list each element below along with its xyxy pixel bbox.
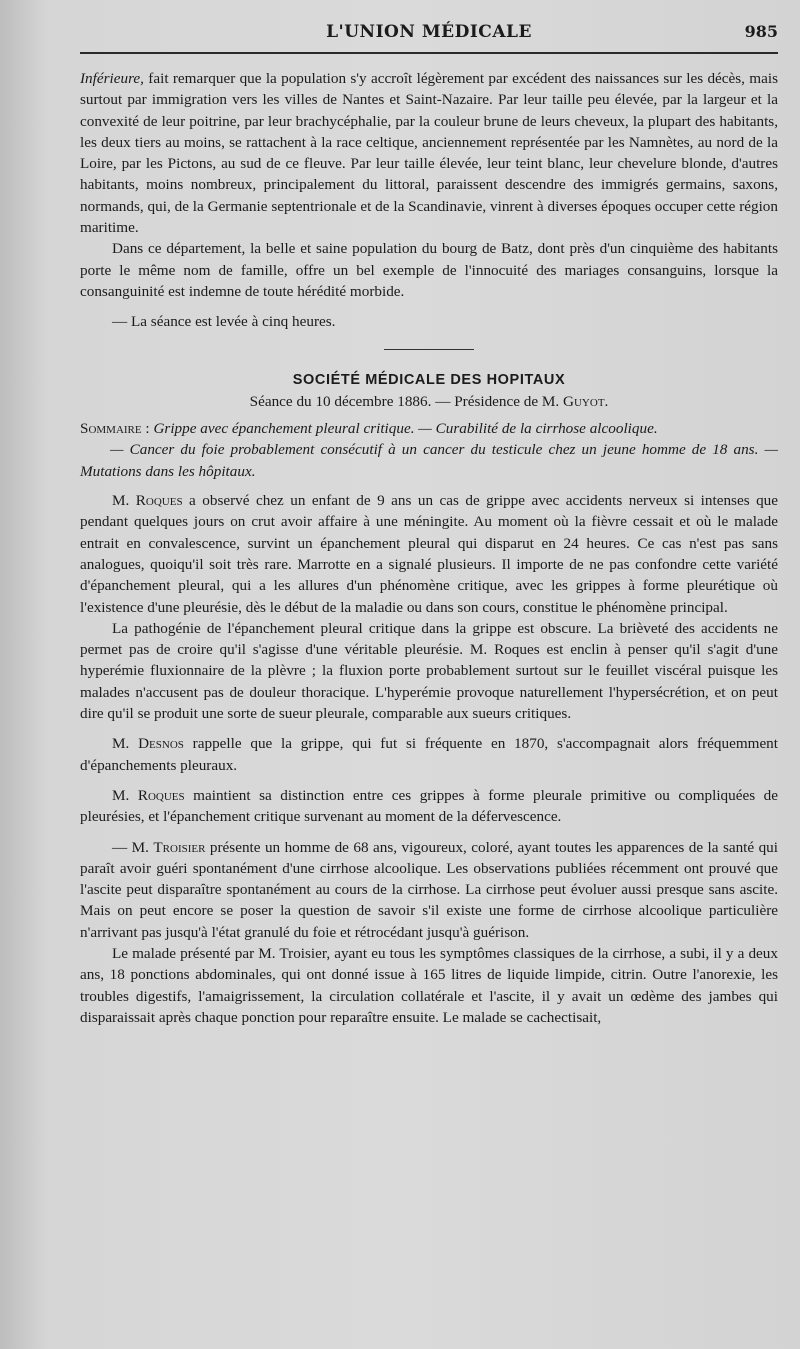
president-name: Guyot. (563, 392, 609, 410)
paragraph-batz: Dans ce département, la belle et saine population du bourg de Batz, dont près d'un cinquième des habitants porte le même nom de famille, offre un bel exemple de l'innocuité des mariages consanguins, lorsque la consanguinité est indemne de toute hérédité morbide. (80, 240, 778, 300)
paragraph-text: présente un homme de 68 ans, vigoureux, coloré, ayant toutes les apparences de la santé qui paraît avoir guéri spontanément d'une cirrhose alcoolique. Les observations publiées récemment ont prouvé que l'ascite peut disparaître spontanément au cours de la cirrhose. La cirrhose peut évoluer aussi presque sans ascite. Mais on peut encore se poser la question de savoir s'il existe une forme de cirrhose alcoolique particulière n'arrivant pas jusqu'à l'état granulé du foie et rétrocédant jusqu'à guérison. (80, 838, 778, 941)
paragraph-lead: Inférieure, (80, 70, 144, 87)
running-head (80, 22, 778, 54)
paragraph-text: maintient sa distinction entre ces grippes à forme pleurale primitive ou compliquées de pleurésies, et l'épanchement critique survenant au moment de la défervescence. (80, 786, 778, 826)
section-divider (384, 349, 474, 350)
journal-title: L'UNION MÉDICALE (326, 22, 532, 42)
article-text (80, 68, 778, 1028)
paragraph-pathogenie: La pathogénie de l'épanchement pleural critique dans la grippe est obscure. La brièveté des accidents ne permet pas de croire qu'il s'agisse d'une véritable pleurésie. M. Roques est enclin à penser qu'il s'agit d'une hyperémie fluxionnaire de la plèvre ; la fluxion porte probablement surtout sur le feuillet viscéral puisque les malades n'accusent pas de douleur thoracique. L'hyperémie provoque naturellement l'hypersécrétion, et on peut dire qu'il se produit une sorte de sueur pleurale, comparable aux sueurs critiques. (80, 619, 778, 723)
paragraph-text: a observé chez un enfant de 9 ans un cas de grippe avec accidents nerveux si intenses que pendant quelques jours on crut avoir affaire à une méningite. Au moment où la fièvre cessait et où le malade entrait en convalescence, survint un épanchement pleural qui disparut en 24 heures. Ce cas n'est pas sans analogues, quoiqu'il soit très rare. Marrotte en a signalé plusieurs. Il importe de ne pas confondre cette variété d'épanchement pleural, qui a les allures d'un phénomène critique, avec les grippes à forme pleurétique où l'existence d'une pleurésie, dès le début de la maladie ou dans son cours, constitue le phénomène principal. (80, 492, 779, 616)
paragraph-roques (80, 490, 778, 618)
paragraph-troisier (80, 837, 778, 943)
paragraph-text: fait remarquer que la population s'y accroît légèrement par excédent des naissances sur les décès, mais surtout par immigration vers les villes de Nantes et Saint-Nazaire. Par leur taille peu élevée, par la largeur et la convexité de leur poitrine, par leur brachycéphalie, par la couleur brune de leurs cheveux, la plupart des habitants, les deux tiers au moins, se rattachent à la race celtique, anciennement représentée par les Namnètes, au nord de la Loire, par les Pictons, au sud de ce fleuve. Par leur taille élevée, leur teint blanc, leur chevelure blonde, d'autres habitants, moins nombreux, principalement du littoral, paraissent descendre des immigrés germains, saxons, normands, qui, de la Germanie septentrionale et de la Scandinavie, vinrent à diverses époques occuper cette région maritime. (80, 70, 778, 237)
section-title: SOCIÉTÉ MÉDICALE DES HOPITAUX (292, 371, 566, 388)
summary-line-1: Grippe avec épanchement pleural critique. — Curabilité de la cirrhose alcoolique. (153, 420, 658, 438)
speaker-name: M. Roques (112, 786, 185, 804)
paragraph-malade: Le malade présenté par M. Troisier, ayant eu tous les symptômes classiques de la cirrhose, a subi, il y a deux ans, 18 ponctions abdominales, qui ont donné issue à 165 litres de liquide limpide, citrin. Outre l'anorexie, les troubles digestifs, l'amaigrissement, la circulation collatérale et l'ascite, il y avait un œdème des jambes qui disparaissait après chaque ponction pour reparaître ensuite. Le malade se cachectisait, (80, 944, 778, 1026)
session-date: Séance du 10 décembre 1886. — Présidence de M. (249, 392, 560, 410)
speaker-name: Troisier (153, 838, 206, 856)
paragraph-desnos (80, 733, 778, 776)
page-number: 985 (744, 22, 778, 41)
paragraph-roques-reply (80, 785, 778, 828)
session-line (80, 391, 778, 412)
paragraph-demography (80, 68, 778, 238)
paragraph-text: rappelle que la grippe, qui fut si fréquente en 1870, s'accompagnait alors fréquemment d'épanchements pleuraux. (80, 735, 778, 774)
speaker-name: M. Roques (112, 492, 183, 510)
summary-line-2: — Cancer du foie probablement consécutif à un cancer du testicule chez un jeune homme de 18 ans. — Mutations dans les hôpitaux. (80, 441, 778, 480)
paragraph-lead: — M. (112, 838, 149, 856)
summary (80, 418, 778, 482)
summary-label: Sommaire : (80, 420, 150, 438)
session-closing: — La séance est levée à cinq heures. (112, 313, 336, 331)
speaker-name: M. Desnos (112, 735, 184, 753)
